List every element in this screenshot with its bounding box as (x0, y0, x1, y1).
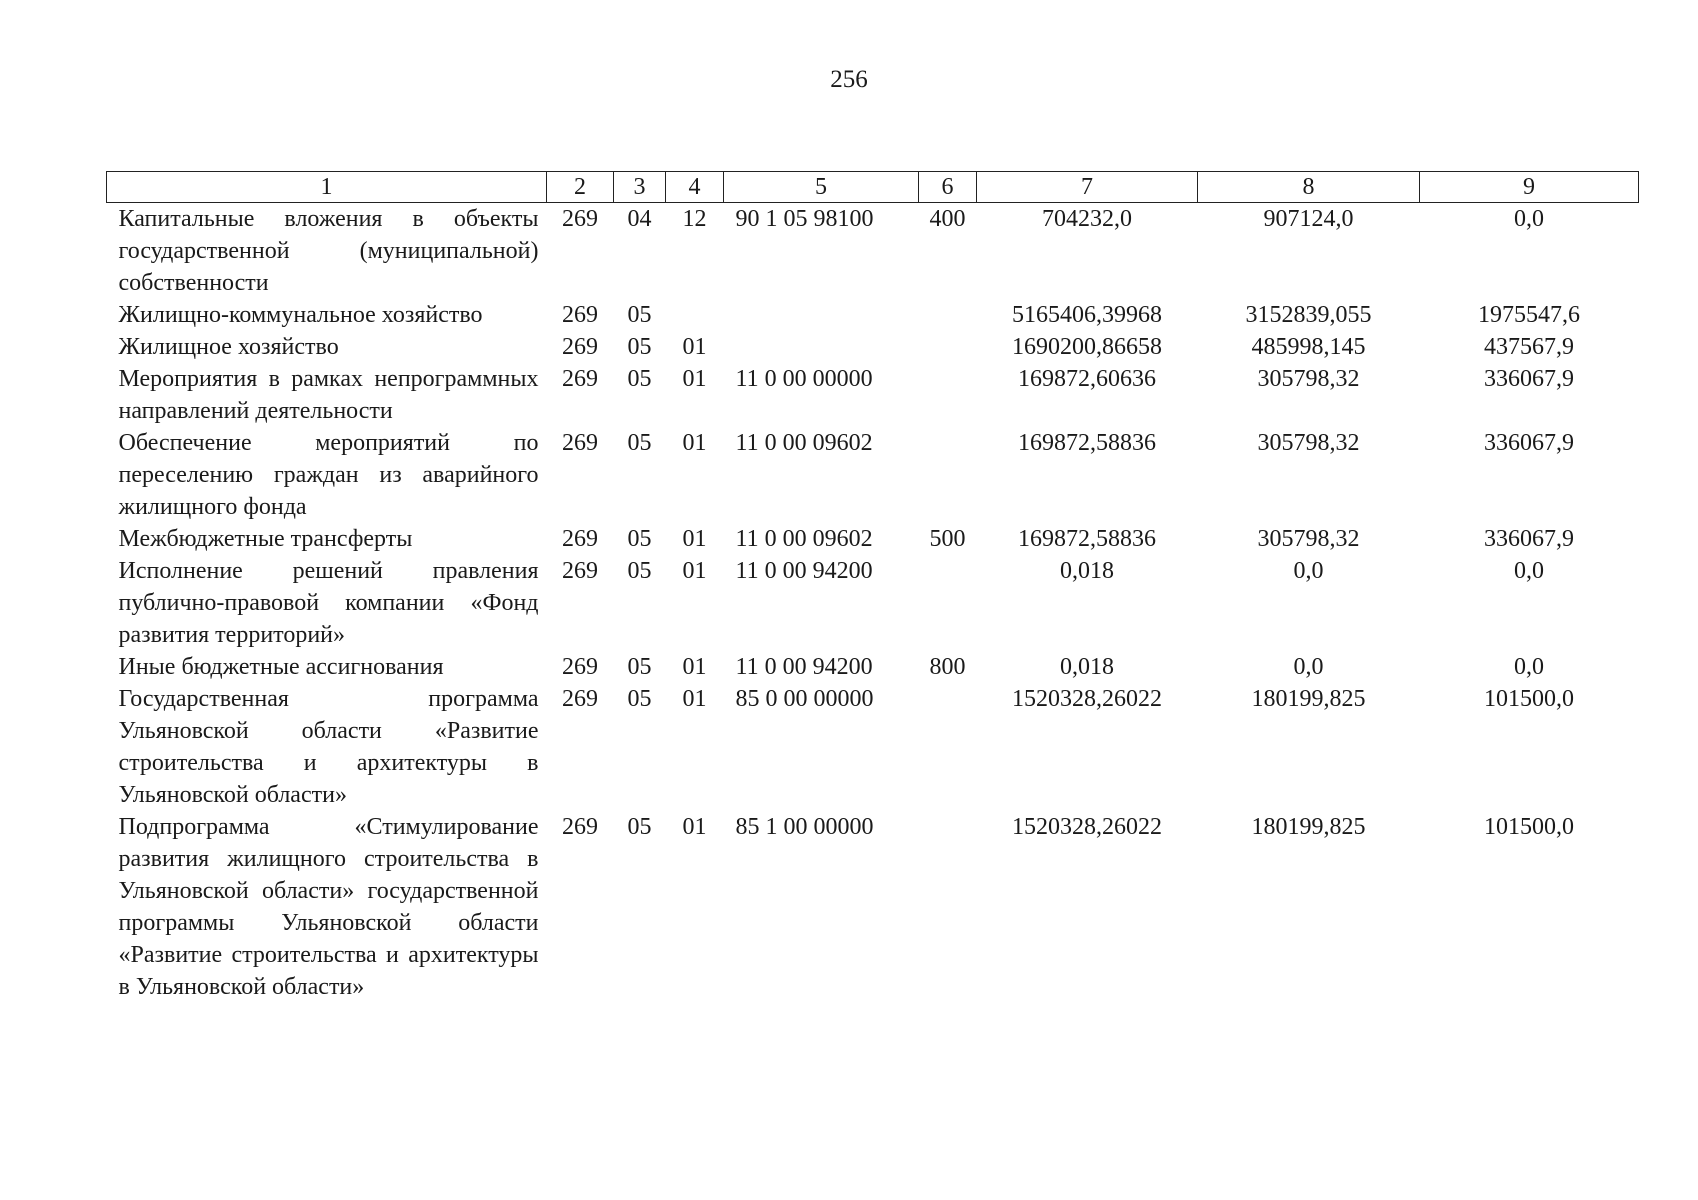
expense-type-code (919, 555, 977, 651)
table-row (107, 555, 1639, 651)
column-header-2: 2 (547, 172, 614, 203)
row-name: Исполнение решений правления публично-правовой компании «Фонд развития территорий» (118, 558, 539, 648)
amount-col-7: 169872,58836 (1018, 526, 1156, 552)
section-code: 05 (627, 558, 652, 584)
section-code: 05 (627, 654, 652, 680)
page-number: 256 (830, 66, 868, 93)
target-article-code: 85 0 00 00000 (735, 686, 874, 712)
subsection-code: 12 (682, 206, 707, 232)
subsection-code: 01 (682, 526, 707, 552)
expense-type-code (919, 427, 977, 523)
amount-col-8: 180199,825 (1251, 814, 1366, 840)
amount-col-8: 485998,145 (1251, 334, 1366, 360)
amount-col-7: 0,018 (1060, 654, 1114, 680)
section-code: 05 (627, 430, 652, 456)
subsection-code: 01 (682, 654, 707, 680)
subsection-code (666, 299, 724, 331)
expense-type-code (919, 811, 977, 1003)
column-header-1: 1 (107, 172, 547, 203)
section-code: 04 (627, 206, 652, 232)
target-article-code: 11 0 00 94200 (735, 654, 873, 680)
header-row (107, 172, 1639, 203)
amount-col-9: 437567,9 (1484, 334, 1574, 360)
grbs-code: 269 (562, 302, 598, 328)
section-code: 05 (627, 526, 652, 552)
grbs-code: 269 (562, 814, 598, 840)
budget-table (106, 171, 1639, 1003)
row-name: Капитальные вложения в объекты государственной (муниципальной) собственности (118, 206, 539, 296)
row-name: Государственная программа Ульяновской области «Развитие строительства и архитектуры в Ульяновской области» (118, 686, 539, 808)
amount-col-9: 101500,0 (1484, 686, 1574, 712)
table-row (107, 651, 1639, 683)
table-row (107, 523, 1639, 555)
target-article-code: 11 0 00 00000 (735, 366, 873, 392)
table-row (107, 811, 1639, 1003)
section-code: 05 (627, 686, 652, 712)
column-header-5: 5 (724, 172, 919, 203)
subsection-code: 01 (682, 814, 707, 840)
row-name: Межбюджетные трансферты (118, 526, 413, 552)
amount-col-9: 336067,9 (1484, 526, 1574, 552)
amount-col-7: 169872,58836 (1018, 430, 1156, 456)
grbs-code: 269 (562, 334, 598, 360)
target-article-code: 11 0 00 09602 (735, 430, 873, 456)
table-row (107, 427, 1639, 523)
amount-col-9: 0,0 (1514, 654, 1544, 680)
section-code: 05 (627, 814, 652, 840)
column-header-7: 7 (977, 172, 1198, 203)
amount-col-8: 3152839,055 (1245, 302, 1372, 328)
amount-col-8: 0,0 (1293, 654, 1324, 680)
target-article-code: 90 1 05 98100 (735, 206, 874, 232)
row-name: Обеспечение мероприятий по переселению граждан из аварийного жилищного фонда (118, 430, 539, 520)
expense-type-code (919, 363, 977, 427)
table-row (107, 299, 1639, 331)
target-article-code (724, 299, 919, 331)
amount-col-8: 0,0 (1293, 558, 1324, 584)
column-header-3: 3 (614, 172, 666, 203)
table-row (107, 683, 1639, 811)
subsection-code: 01 (682, 366, 707, 392)
amount-col-9: 0,0 (1514, 206, 1544, 232)
amount-col-9: 1975547,6 (1478, 302, 1580, 328)
subsection-code: 01 (682, 558, 707, 584)
amount-col-8: 907124,0 (1263, 206, 1354, 232)
amount-col-8: 305798,32 (1257, 366, 1360, 392)
target-article-code: 11 0 00 09602 (735, 526, 873, 552)
expense-type-code (919, 683, 977, 811)
subsection-code: 01 (682, 686, 707, 712)
amount-col-8: 180199,825 (1251, 686, 1366, 712)
column-header-4: 4 (666, 172, 724, 203)
expense-type-code: 800 (929, 654, 966, 680)
expense-type-code (919, 299, 977, 331)
target-article-code: 85 1 00 00000 (735, 814, 874, 840)
row-name: Иные бюджетные ассигнования (118, 654, 444, 680)
amount-col-7: 0,018 (1060, 558, 1114, 584)
table-row (107, 363, 1639, 427)
amount-col-9: 101500,0 (1484, 814, 1574, 840)
grbs-code: 269 (562, 430, 598, 456)
section-code: 05 (627, 366, 652, 392)
row-name: Жилищно-коммунальное хозяйство (118, 302, 483, 328)
table-body (107, 203, 1639, 1004)
expense-type-code: 500 (929, 526, 966, 552)
grbs-code: 269 (562, 686, 598, 712)
table-row (107, 203, 1639, 300)
grbs-code: 269 (562, 558, 598, 584)
row-name: Мероприятия в рамках непрограммных направлений деятельности (118, 366, 539, 424)
row-name: Подпрограмма «Стимулирование развития жилищного строительства в Ульяновской области» государственной программы Ульяновской области «Развитие строительства и архитектуры в Ульяновской области» (118, 814, 539, 1000)
column-header-9: 9 (1420, 172, 1639, 203)
amount-col-7: 1520328,26022 (1012, 814, 1162, 840)
amount-col-8: 305798,32 (1257, 526, 1360, 552)
subsection-code: 01 (682, 334, 707, 360)
expense-type-code (919, 331, 977, 363)
grbs-code: 269 (562, 526, 598, 552)
amount-col-9: 336067,9 (1484, 366, 1574, 392)
amount-col-7: 169872,60636 (1018, 366, 1156, 392)
amount-col-7: 1520328,26022 (1012, 686, 1162, 712)
amount-col-9: 336067,9 (1484, 430, 1574, 456)
amount-col-8: 305798,32 (1257, 430, 1360, 456)
section-code: 05 (627, 302, 652, 328)
amount-col-7: 1690200,86658 (1012, 334, 1162, 360)
column-header-8: 8 (1198, 172, 1420, 203)
expense-type-code: 400 (929, 206, 966, 232)
amount-col-7: 5165406,39968 (1012, 302, 1162, 328)
amount-col-7: 704232,0 (1042, 206, 1132, 232)
row-name: Жилищное хозяйство (118, 334, 339, 360)
column-header-6: 6 (919, 172, 977, 203)
grbs-code: 269 (562, 206, 598, 232)
section-code: 05 (627, 334, 652, 360)
grbs-code: 269 (562, 654, 598, 680)
target-article-code (724, 331, 919, 363)
target-article-code: 11 0 00 94200 (735, 558, 873, 584)
grbs-code: 269 (562, 366, 598, 392)
table-row (107, 331, 1639, 363)
subsection-code: 01 (682, 430, 707, 456)
amount-col-9: 0,0 (1514, 558, 1544, 584)
